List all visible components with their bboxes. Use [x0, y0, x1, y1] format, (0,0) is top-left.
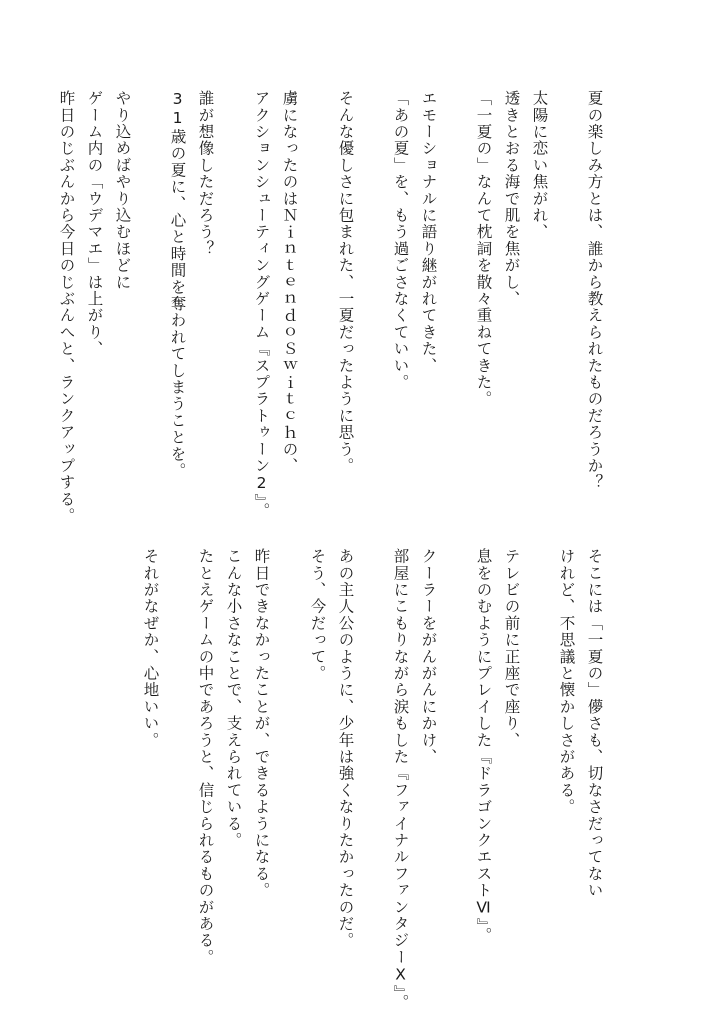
- text-line: 「一夏の」なんて枕詞を散々重ねてきた。: [474, 90, 493, 408]
- text-line: 31歳の夏に、心と時間を奪われてしまうことを。: [168, 90, 187, 480]
- text-line: それがなぜか、心地いい。: [141, 548, 160, 749]
- text-line: あの主人公のように、少年は強くなりたかったのだ。: [336, 548, 355, 949]
- text-line: ゲーム内の「ウデマエ」は上がり、: [85, 90, 104, 358]
- text-line: たとえゲームの中であろうと、信じられるものがある。: [196, 548, 215, 966]
- text-line: そんな優しさに包まれた、一夏だったように思う。: [336, 90, 355, 475]
- text-line: アクションシューティングゲーム『スプラトゥーン2』。: [252, 90, 271, 519]
- text-line: やり込めばやり込むほどに: [113, 90, 132, 291]
- text-line: 昨日のじぶんから今日のじぶんへと、ランクアップする。: [57, 90, 76, 525]
- text-line: 部屋にこもりながら涙もした『ファイナルファンタジーⅩ』。: [391, 548, 410, 1011]
- text-line: こんな小さなことで、支えられている。: [224, 548, 243, 849]
- text-line: 息をのむようにプレイした『ドラゴンクエストⅥ』。: [474, 548, 493, 944]
- text-line: 太陽に恋い焦がれ、: [530, 90, 549, 241]
- text-line: 「あの夏」を、もう過ごさなくていい。: [391, 90, 410, 391]
- text-line: けれど、不思議と懐かしさがある。: [557, 548, 576, 816]
- text-line: 昨日できなかったことが、できるようになる。: [252, 548, 271, 899]
- text-line: 夏の楽しみ方とは、誰から教えられたものだろうか？: [585, 90, 604, 491]
- text-line: そう、今だって。: [308, 548, 327, 682]
- text-line: エモーショナルに語り継がれてきた、: [419, 90, 438, 374]
- text-line: そこには「一夏の」儚さも、切なさだってない: [585, 548, 604, 899]
- text-line: 誰が想像しただろう？: [196, 90, 215, 257]
- text-line: 透きとおる海で肌を焦がし、: [502, 90, 521, 308]
- text-line: 虜になったのはＮｉｎｔｅｎｄｏＳｗｉｔｃｈの、: [280, 90, 299, 475]
- text-line: テレビの前に正座で座り、: [502, 548, 521, 749]
- text-line: クーラーをがんがんにかけ、: [419, 548, 438, 766]
